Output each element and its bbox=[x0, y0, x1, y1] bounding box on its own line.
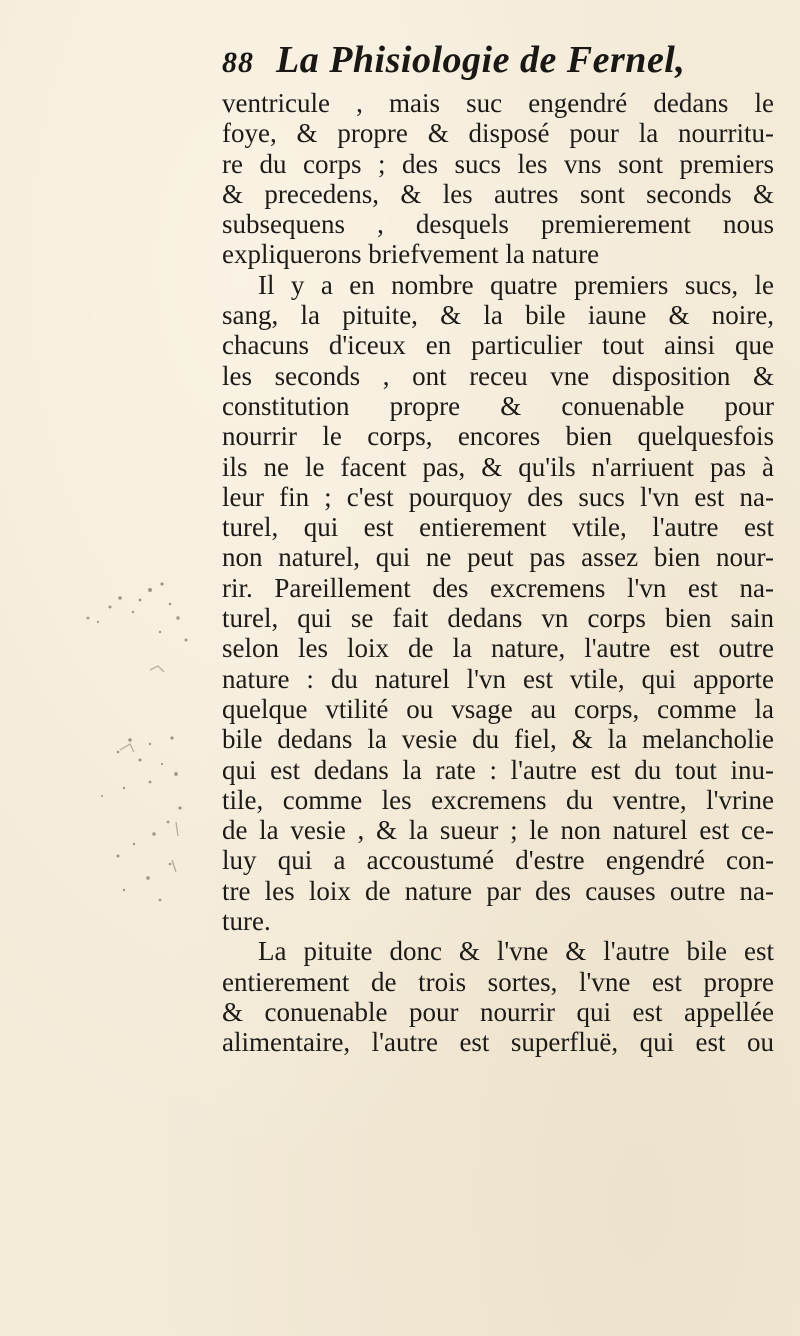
running-title: La Phisiologie de Fernel, bbox=[276, 39, 686, 81]
text-line: nourrir le corps, encores bien quelquesfois bbox=[222, 421, 774, 452]
text-line: selon les loix de la nature, l'autre est outre bbox=[222, 633, 774, 664]
text-line: leur fin ; c'est pourquoy des sucs l'vn est na- bbox=[222, 481, 774, 512]
body-text bbox=[222, 88, 774, 1058]
text-line: tile, comme les excremens du ventre, l'vrine bbox=[222, 784, 774, 815]
text-line: sang, la pituite, & la bile iaune & noire, bbox=[222, 300, 774, 331]
text-line: tre les loix de nature par des causes outre na- bbox=[222, 875, 774, 906]
text-line: bile dedans la vesie du fiel, & la melancholie bbox=[222, 724, 774, 755]
text-line: ventricule , mais suc engendré dedans le bbox=[222, 88, 774, 118]
bleed-through-marks bbox=[0, 560, 200, 920]
text-line: qui est dedans la rate : l'autre est du tout inu- bbox=[222, 754, 774, 785]
text-line: Il y a en nombre quatre premiers sucs, le bbox=[258, 269, 774, 300]
text-line: chacuns d'iceux en particulier tout ainsi que bbox=[222, 330, 774, 361]
text-line: La pituite donc & l'vne & l'autre bile est bbox=[258, 936, 774, 967]
margin-bleed-through bbox=[0, 560, 200, 920]
text-line: re du corps ; des sucs les vns sont premiers bbox=[222, 148, 774, 179]
text-line: & precedens, & les autres sont seconds & bbox=[222, 178, 774, 209]
text-line: ils ne le facent pas, & qu'ils n'arriuent pas à bbox=[222, 451, 774, 482]
text-line: de la vesie , & la sueur ; le non naturel est ce- bbox=[222, 815, 774, 846]
text-line: entierement de trois sortes, l'vne est propre bbox=[222, 966, 774, 997]
text-line: constitution propre & conuenable pour bbox=[222, 390, 774, 421]
text-line: alimentaire, l'autre est superfluë, qui est ou bbox=[222, 1027, 774, 1058]
text-line: rir. Pareillement des excremens l'vn est na- bbox=[222, 572, 774, 603]
text-line: quelque vtilité ou vsage au corps, comme la bbox=[222, 693, 774, 724]
text-line: expliquerons briefvement la nature bbox=[222, 239, 600, 270]
text-line: turel, qui est entierement vtile, l'autre est bbox=[222, 512, 774, 543]
page-number: 88 bbox=[222, 46, 254, 79]
text-line: nature : du naturel l'vn est vtile, qui apporte bbox=[222, 663, 774, 694]
text-line: les seconds , ont receu vne disposition & bbox=[222, 360, 774, 391]
text-line: non naturel, qui ne peut pas assez bien nour- bbox=[222, 542, 774, 573]
text-line: subsequens , desquels premierement nous bbox=[222, 209, 774, 240]
page-header bbox=[222, 38, 722, 88]
text-line: foye, & propre & disposé pour la nourritu- bbox=[222, 118, 774, 149]
text-line: turel, qui se fait dedans vn corps bien sain bbox=[222, 603, 774, 634]
text-line: ture. bbox=[222, 906, 271, 937]
text-line: luy qui a accoustumé d'estre engendré con- bbox=[222, 845, 774, 876]
text-line: & conuenable pour nourrir qui est appellée bbox=[222, 996, 774, 1027]
